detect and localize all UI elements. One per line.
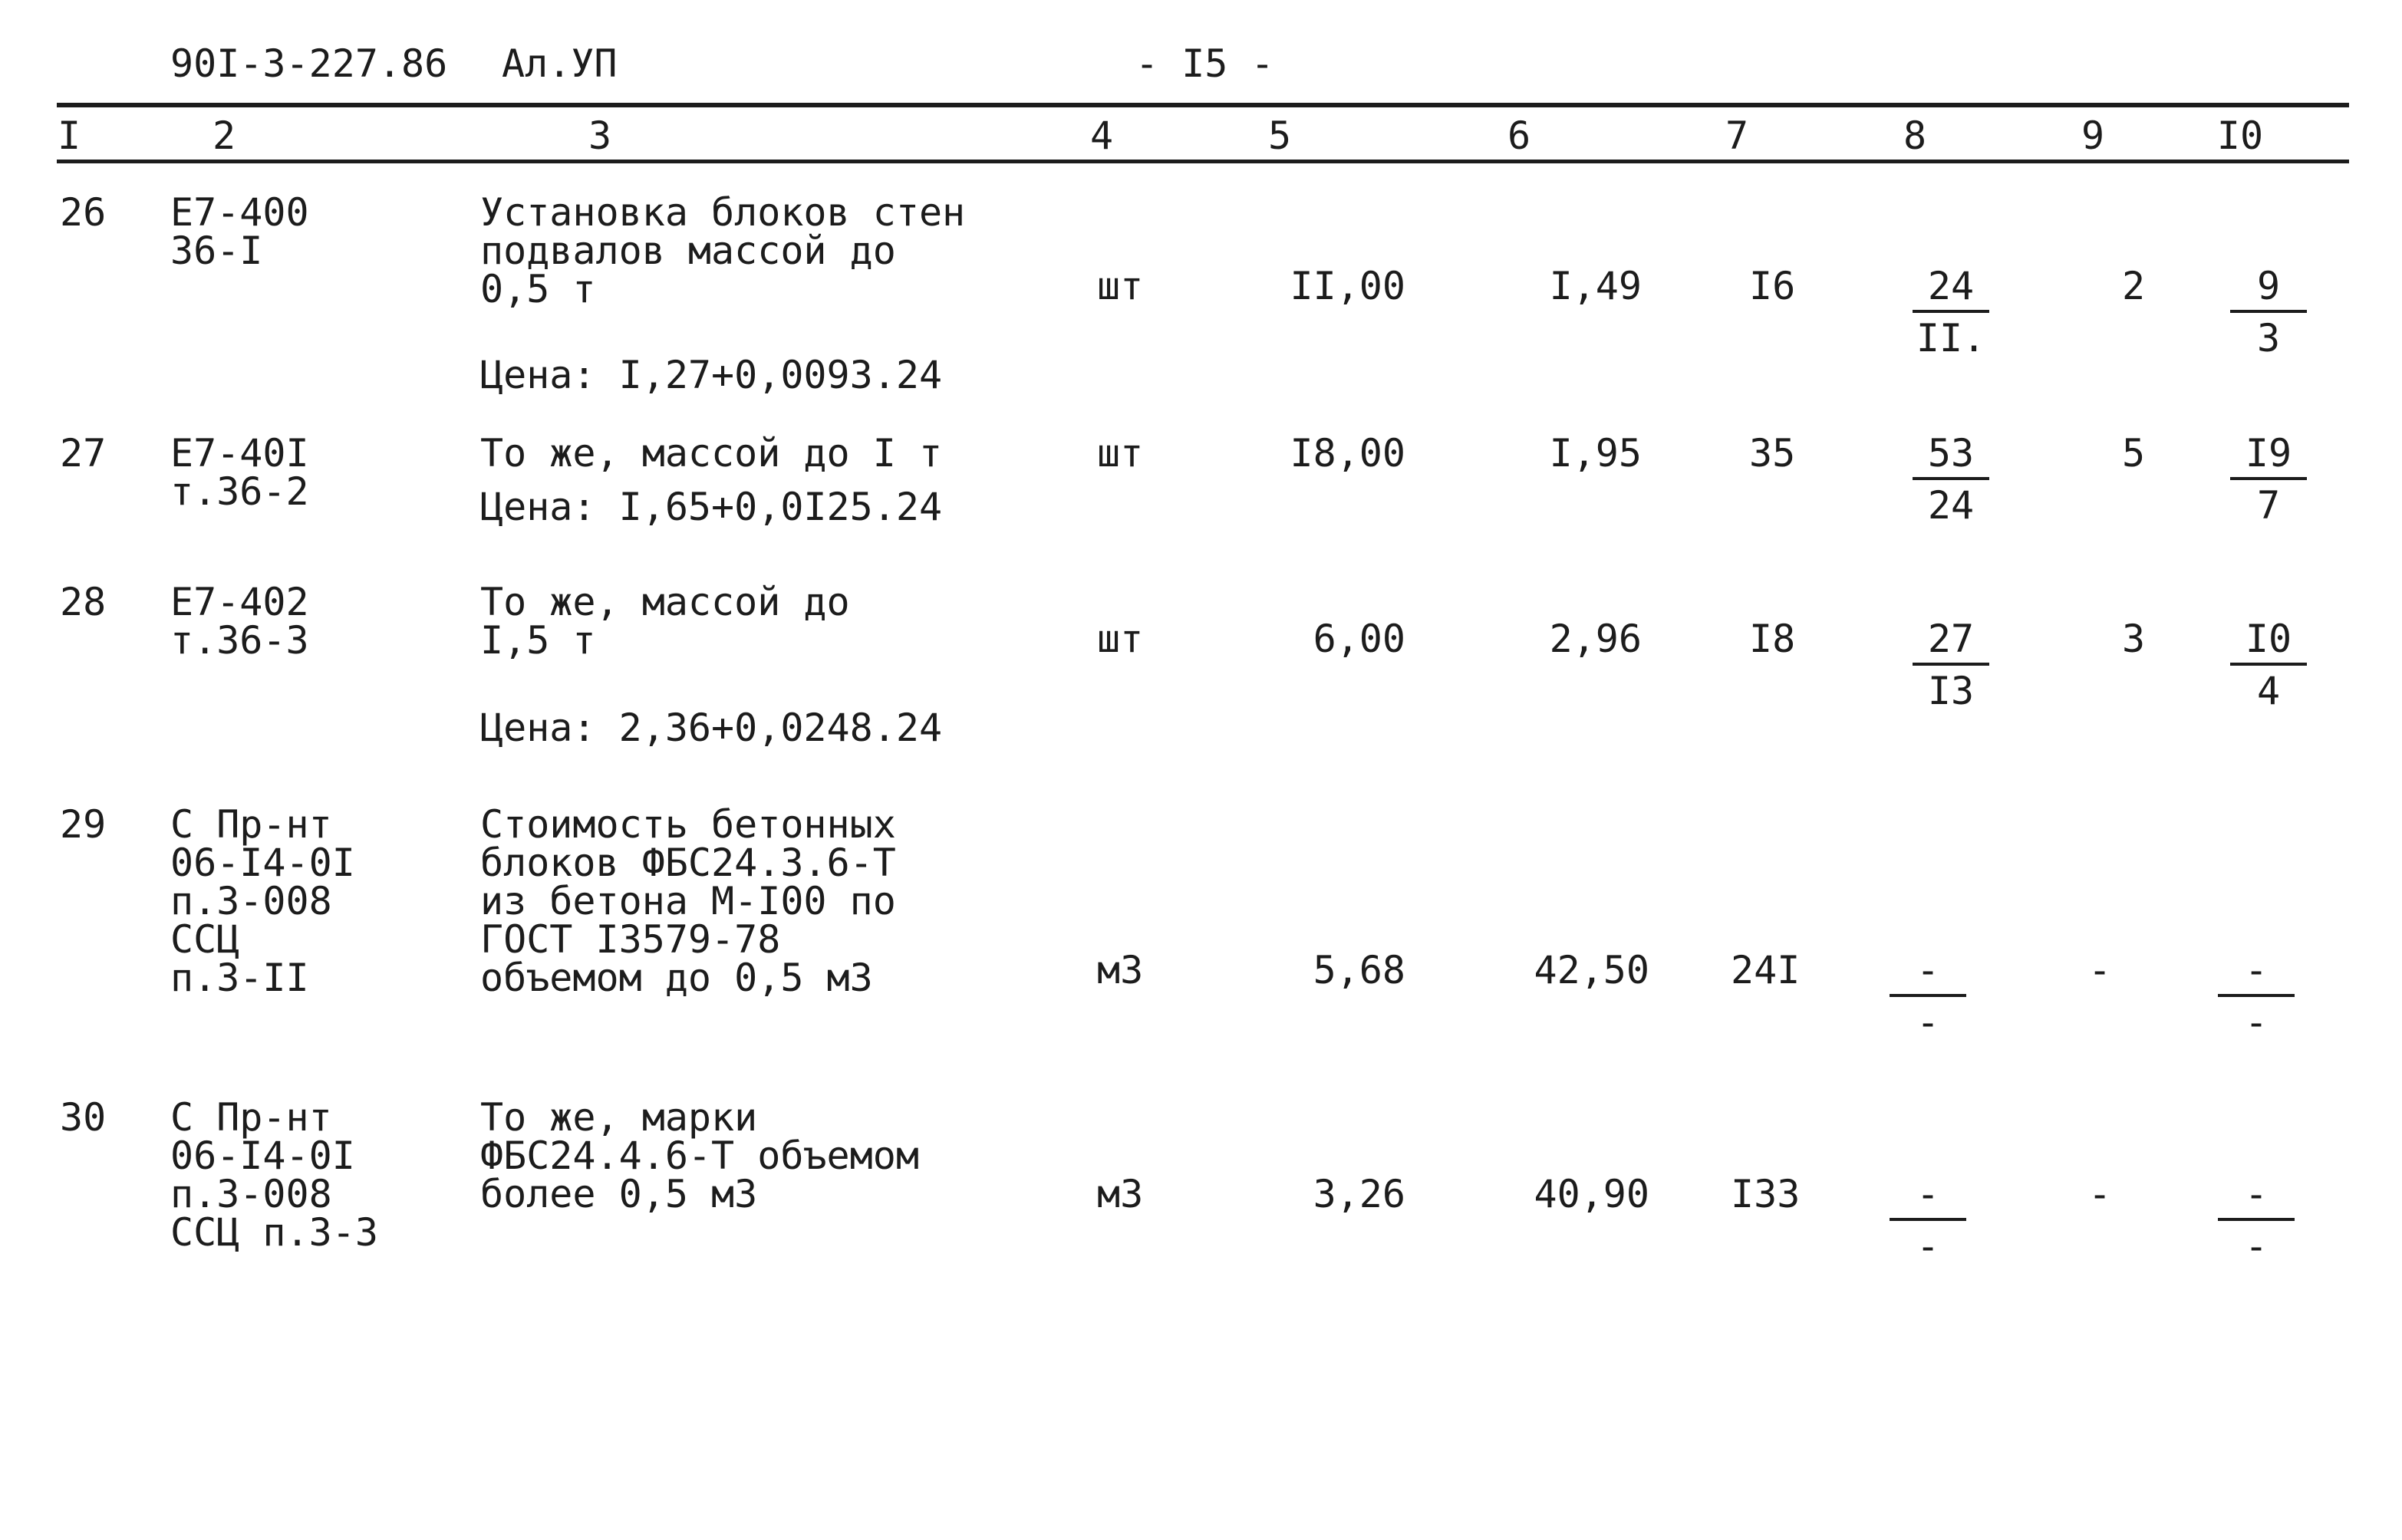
row-number: 27 (60, 431, 107, 475)
column-header-9: 9 (2081, 114, 2105, 158)
row-col9: 3 (2122, 617, 2146, 661)
table-top-rule (57, 103, 2349, 107)
row-col9: 5 (2122, 431, 2146, 475)
row-unit: шт (1097, 264, 1144, 308)
row-unit-cost: 42,50 (1534, 948, 1649, 992)
page-number: - I5 - (1135, 41, 1274, 86)
row-description: То же, массой до I,5 т (480, 580, 850, 663)
row-unit-cost: I,95 (1549, 431, 1642, 475)
fraction-bar (2218, 1218, 2295, 1221)
document-number: 90I-3-227.86 (170, 41, 448, 86)
row-col10-fraction: - - (2206, 951, 2306, 1041)
fraction-bar (2230, 477, 2307, 480)
row-unit: шт (1097, 617, 1144, 661)
row-total: I6 (1749, 264, 1796, 308)
row-col8-fraction: - - (1878, 1175, 1978, 1265)
fraction-bar (2230, 310, 2307, 313)
row-unit-cost: I,49 (1549, 264, 1642, 308)
row-quantity: 3,26 (1313, 1172, 1405, 1216)
row-total: I8 (1749, 617, 1796, 661)
album-label: Ал.УП (502, 41, 618, 86)
row-description: То же, марки ФБС24.4.6-Т объемом более 0,5 м3 (480, 1095, 919, 1216)
row-total: 24I (1731, 948, 1801, 992)
column-header-5: 5 (1267, 114, 1292, 158)
row-quantity: I8,00 (1290, 431, 1405, 475)
row-number: 29 (60, 802, 107, 847)
column-header-8: 8 (1903, 114, 1927, 158)
row-number: 30 (60, 1095, 107, 1140)
row-unit: шт (1097, 431, 1144, 475)
fraction-bar (1890, 994, 1966, 997)
row-unit: м3 (1097, 948, 1144, 992)
row-description: То же, массой до I т (480, 431, 943, 475)
row-col10-fraction: I0 4 (2219, 620, 2318, 710)
row-price-formula: Цена: 2,36+0,0248.24 (480, 706, 943, 750)
row-col10-fraction: I9 7 (2219, 434, 2318, 525)
fraction-bar (1913, 477, 1989, 480)
row-code: Е7-40I т.36-2 (170, 431, 309, 514)
column-header-10: I0 (2216, 114, 2264, 158)
row-total: 35 (1749, 431, 1796, 475)
row-col9: 2 (2122, 264, 2146, 308)
fraction-bar (1913, 663, 1989, 666)
fraction-bar (1913, 310, 1989, 313)
row-number: 28 (60, 580, 107, 624)
row-quantity: II,00 (1290, 264, 1405, 308)
column-header-6: 6 (1507, 114, 1531, 158)
row-price-formula: Цена: I,27+0,0093.24 (480, 353, 943, 397)
row-code: С Пр-нт 06-I4-0I п.3-008 ССЦ п.3-II (170, 802, 355, 1000)
row-unit-cost: 40,90 (1534, 1172, 1649, 1216)
row-col8-fraction: - - (1878, 951, 1978, 1041)
fraction-bar (1890, 1218, 1966, 1221)
column-header-4: 4 (1089, 114, 1114, 158)
row-col8-fraction: 24 II. (1901, 267, 2001, 357)
row-unit: м3 (1097, 1172, 1144, 1216)
column-header-3: 3 (588, 114, 612, 158)
row-code: С Пр-нт 06-I4-0I п.3-008 ССЦ п.3-3 (170, 1095, 378, 1255)
row-code: Е7-400 36-I (170, 190, 309, 273)
row-col9: - (2088, 1172, 2112, 1216)
table-header-rule (57, 160, 2349, 163)
row-total: I33 (1731, 1172, 1801, 1216)
row-code: Е7-402 т.36-3 (170, 580, 309, 663)
row-col8-fraction: 53 24 (1901, 434, 2001, 525)
row-unit-cost: 2,96 (1549, 617, 1642, 661)
column-header-2: 2 (212, 114, 236, 158)
fraction-bar (2218, 994, 2295, 997)
row-col10-fraction: - - (2206, 1175, 2306, 1265)
row-col10-fraction: 9 3 (2219, 267, 2318, 357)
row-col8-fraction: 27 I3 (1901, 620, 2001, 710)
column-header-1: I (57, 114, 81, 158)
column-header-7: 7 (1725, 114, 1749, 158)
row-number: 26 (60, 190, 107, 235)
row-col9: - (2088, 948, 2112, 992)
row-description: Стоимость бетонных блоков ФБС24.3.6-Т из бетона М-I00 по ГОСТ I3579-78 объемом до 0,5 м3 (480, 802, 896, 1000)
row-price-formula: Цена: I,65+0,0I25.24 (480, 485, 943, 529)
row-quantity: 5,68 (1313, 948, 1405, 992)
fraction-bar (2230, 663, 2307, 666)
row-description: Установка блоков стен подвалов массой до 0,5 т (480, 190, 966, 311)
row-quantity: 6,00 (1313, 617, 1405, 661)
